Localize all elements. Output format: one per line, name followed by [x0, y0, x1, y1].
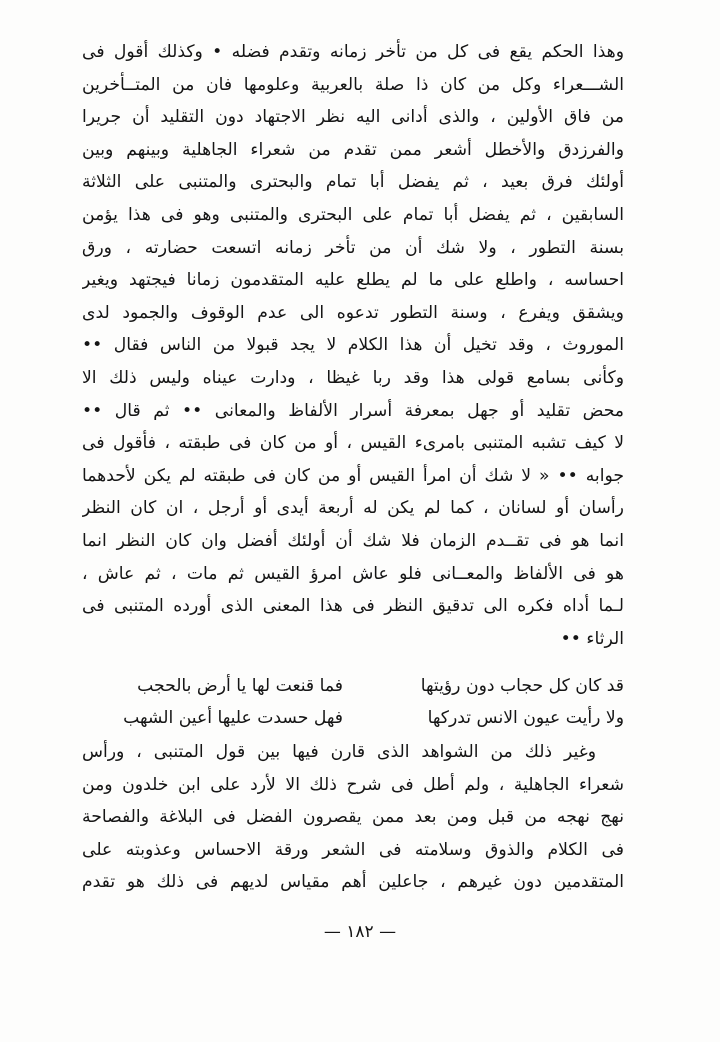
text-line: من فاق الأولين ، والذى أدانى اليه نظر الاجتهاد دون التقليد أن جريرا [82, 107, 624, 128]
paragraph-2 [82, 736, 624, 899]
verse-line [82, 702, 624, 734]
text-line: محض تقليد أو جهل بمعرفة أسرار الألفاظ والمعانى •• ثم قال •• [82, 400, 624, 421]
verse-line [82, 670, 624, 702]
text-line: السابقين ، ثم يفضل أبا تمام على البحترى والمتنبى وهو فى هذا يؤمن [82, 204, 624, 225]
text-line: انما هو فى تقــدم الزمان فلا شك أن أولئك أفضل وان كان النظر انما [82, 530, 624, 551]
verse-second-hemistich: فهل حسدت عليها أعين الشهب [123, 708, 343, 728]
text-line: رأسان أو لسانان ، كما لم يكن له أربعة أيدى أو أرجل ، ان كان النظر [82, 498, 624, 519]
text-line: نهج نهجه من قبل ومن بعد ممن يقصرون الفضل فى البلاغة والفصاحة [82, 807, 624, 828]
verse-first-hemistich: ولا رأيت عيون الانس تدركها [427, 708, 624, 728]
text-line: فى الكلام والذوق وسلامته فى الشعر ورقة الاحساس وعذوبته على [82, 839, 624, 860]
text-line: هو فى الألفاظ والمعــانى فلو عاش امرؤ القيس ثم مات ، ثم عاش ، [82, 563, 624, 584]
text-line: ويشقق ويفرع ، وسنة التطور تدعوه الى عدم الوقوف والجمود لدى [82, 302, 624, 323]
text-line: وغير ذلك من الشواهد الذى قارن فيها بين قول المتنبى ، ورأس [82, 742, 596, 762]
paragraph-1 [82, 36, 624, 655]
text-line: أولئك فرق بعيد ، ثم يفضل أبا تمام والبحترى والمتنبى على الثلاثة [82, 172, 624, 193]
page-number: — ١٨٢ — [323, 922, 397, 942]
text-line: بسنة التطور ، ولا شك أن من تأخر زمانه اتسعت حضارته ، ورق [82, 237, 624, 258]
text-line: احساسه ، واطلع على ما لم يطلع عليه المتقدمون زمانا فيجتهد ويغير [82, 270, 624, 291]
verse-second-hemistich: فما قنعت لها يا أرض بالحجب [137, 676, 343, 696]
text-line: لـما أداه فكره الى تدقيق النظر فى هذا المعنى الذى أورده المتنبى فى [82, 596, 624, 617]
text-line: لا كيف تشبه المتنبى بامرىء القيس ، أو من كان فى طبقته ، فأقول فى [82, 433, 624, 454]
text-line: المتقدمين دون غيرهم ، جاعلين أهم مقياس لديهم فى ذلك هو تقدم [82, 872, 624, 893]
text-line: والفرزدق والأخطل أشعر ممن تقدم من شعراء الجاهلية وبينهم وبين [82, 139, 624, 160]
text-line: الشـــعراء وكل من كان ذا صلة بالعربية وعلومها فان من المتــأخرين [82, 74, 624, 95]
text-line: الموروث ، وقد تخيل أن هذا الكلام لا يجد قبولا من الناس فقال •• [82, 335, 624, 356]
text-line: جوابه •• « لا شك أن امرأ القيس أو من كان فى طبقته لم يكن لأحدهما [82, 465, 624, 486]
verse-first-hemistich: قد كان كل حجاب دون رؤيتها [420, 676, 624, 696]
poem-verses [82, 670, 624, 734]
text-line: شعراء الجاهلية ، ولم أطل فى شرح ذلك الا لأرد على ابن خلدون ومن [82, 774, 624, 795]
text-line: الرثاء •• [560, 628, 624, 649]
text-line: وهذا الحكم يقع فى كل من تأخر زمانه وتقدم فضله • وكذلك أقول فى [82, 42, 624, 62]
text-line: وكأنى بسامع قولى هذا وقد ربا غيظا ، ودارت عيناه وليس ذلك الا [82, 367, 624, 388]
